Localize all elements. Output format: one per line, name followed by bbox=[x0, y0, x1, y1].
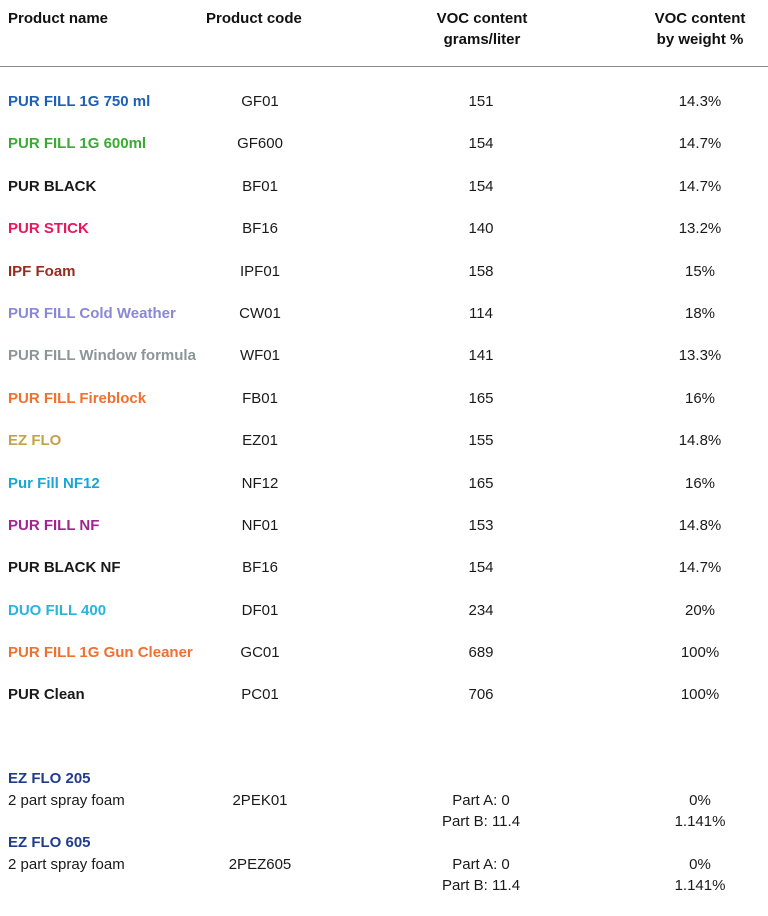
spray-foam-weight-a: 0% bbox=[689, 856, 711, 873]
product-code: EZ01 bbox=[242, 432, 278, 450]
product-code: GF01 bbox=[241, 93, 279, 110]
spray-foam-part-a: Part A: 0 bbox=[452, 792, 510, 809]
spray-foam-weight-b: 1.141% bbox=[674, 813, 726, 830]
table-row bbox=[0, 642, 768, 684]
spray-foam-part-a: Part A: 0 bbox=[452, 856, 510, 873]
product-name: PUR STICK bbox=[8, 220, 89, 238]
voc-weight-percent: 14.7% bbox=[678, 135, 722, 153]
table-row bbox=[0, 91, 768, 133]
voc-grams-per-liter: 165 bbox=[468, 474, 494, 492]
product-name: IPF Foam bbox=[8, 262, 76, 280]
spray-foam-name: EZ FLO 205 bbox=[8, 770, 91, 787]
voc-weight-percent: 13.2% bbox=[678, 220, 722, 238]
spray-foam-part-b: Part B: 11.4 bbox=[441, 877, 521, 894]
spray-foam-part-b: Part B: 11.4 bbox=[441, 813, 521, 830]
voc-grams-per-liter: 165 bbox=[468, 389, 494, 407]
spray-foam-subtitle: 2 part spray foam bbox=[8, 856, 125, 873]
product-name: Pur Fill NF12 bbox=[8, 474, 100, 492]
header-product-code: Product code bbox=[206, 10, 302, 27]
product-name: PUR FILL NF bbox=[8, 516, 100, 534]
product-code: FB01 bbox=[242, 389, 278, 407]
product-name: PUR Clean bbox=[8, 686, 85, 704]
voc-grams-per-liter: 234 bbox=[468, 601, 494, 619]
table-row bbox=[0, 388, 768, 430]
product-name: DUO FILL 400 bbox=[8, 601, 107, 619]
product-name: PUR FILL Window formula bbox=[8, 347, 196, 365]
product-name: PUR FILL 1G 750 ml bbox=[8, 93, 151, 110]
product-name: PUR FILL Fireblock bbox=[8, 389, 147, 407]
voc-weight-percent: 14.8% bbox=[678, 432, 722, 450]
product-code: WF01 bbox=[239, 347, 280, 365]
product-code: BF01 bbox=[242, 177, 278, 195]
voc-weight-percent: 14.7% bbox=[678, 177, 722, 195]
product-code: IPF01 bbox=[239, 262, 281, 280]
spray-foam-subtitle: 2 part spray foam bbox=[8, 792, 125, 809]
table-row bbox=[0, 430, 768, 472]
table-row bbox=[0, 684, 768, 726]
product-name: PUR BLACK bbox=[8, 177, 97, 195]
product-code: NF12 bbox=[241, 474, 279, 492]
voc-grams-per-liter: 154 bbox=[468, 559, 494, 577]
product-name: EZ FLO bbox=[8, 432, 62, 450]
table-row bbox=[0, 218, 768, 260]
voc-grams-per-liter: 689 bbox=[468, 644, 494, 662]
header-product-name: Product name bbox=[8, 10, 109, 27]
product-code: BF16 bbox=[242, 559, 278, 577]
voc-weight-percent: 20% bbox=[684, 601, 716, 619]
voc-grams-per-liter: 141 bbox=[468, 347, 494, 365]
product-name: PUR FILL 1G 600ml bbox=[8, 135, 147, 153]
product-code: GC01 bbox=[240, 644, 280, 662]
spray-foam-weight-a: 0% bbox=[689, 792, 711, 809]
voc-weight-percent: 18% bbox=[684, 304, 716, 322]
product-code: DF01 bbox=[241, 601, 279, 619]
voc-grams-per-liter: 151 bbox=[468, 93, 494, 110]
table-row bbox=[0, 600, 768, 642]
product-name: PUR FILL Cold Weather bbox=[8, 304, 176, 322]
product-code: NF01 bbox=[241, 516, 279, 534]
product-name: PUR BLACK NF bbox=[8, 559, 121, 577]
voc-weight-percent: 100% bbox=[680, 686, 720, 704]
voc-grams-per-liter: 114 bbox=[469, 304, 493, 322]
voc-weight-percent: 13.3% bbox=[678, 347, 722, 365]
voc-grams-per-liter: 155 bbox=[468, 432, 494, 450]
voc-grams-per-liter: 140 bbox=[468, 220, 494, 238]
header-voc-weight: VOC content by weight % bbox=[654, 10, 746, 48]
voc-grams-per-liter: 154 bbox=[468, 135, 494, 153]
table-row bbox=[0, 557, 768, 599]
product-code: GF600 bbox=[237, 135, 283, 153]
table-row bbox=[0, 473, 768, 515]
voc-weight-percent: 14.3% bbox=[678, 93, 722, 110]
header-voc-grams: VOC content grams/liter bbox=[436, 10, 528, 48]
voc-grams-per-liter: 706 bbox=[468, 686, 494, 704]
voc-weight-percent: 15% bbox=[684, 262, 716, 280]
spray-foam-code: 2PEK01 bbox=[232, 792, 288, 809]
spray-foam-code: 2PEZ605 bbox=[228, 856, 292, 873]
spray-foam-name: EZ FLO 605 bbox=[8, 834, 91, 851]
voc-weight-percent: 14.7% bbox=[678, 559, 722, 577]
table-row bbox=[0, 345, 768, 387]
table-row bbox=[0, 133, 768, 175]
voc-weight-percent: 100% bbox=[680, 644, 720, 662]
header-divider bbox=[0, 66, 768, 67]
voc-weight-percent: 14.8% bbox=[678, 516, 722, 534]
product-code: CW01 bbox=[239, 304, 281, 322]
voc-weight-percent: 16% bbox=[684, 474, 716, 492]
product-name: PUR FILL 1G Gun Cleaner bbox=[8, 644, 193, 662]
voc-grams-per-liter: 154 bbox=[468, 177, 494, 195]
table-row bbox=[0, 515, 768, 557]
product-code: PC01 bbox=[241, 686, 279, 704]
voc-grams-per-liter: 158 bbox=[468, 262, 494, 280]
product-table bbox=[0, 91, 768, 727]
voc-weight-percent: 16% bbox=[684, 389, 716, 407]
spray-foam-weight-b: 1.141% bbox=[674, 877, 726, 894]
table-row bbox=[0, 176, 768, 218]
table-row bbox=[0, 261, 768, 303]
voc-grams-per-liter: 153 bbox=[468, 516, 494, 534]
product-code: BF16 bbox=[242, 220, 278, 238]
table-row bbox=[0, 303, 768, 345]
